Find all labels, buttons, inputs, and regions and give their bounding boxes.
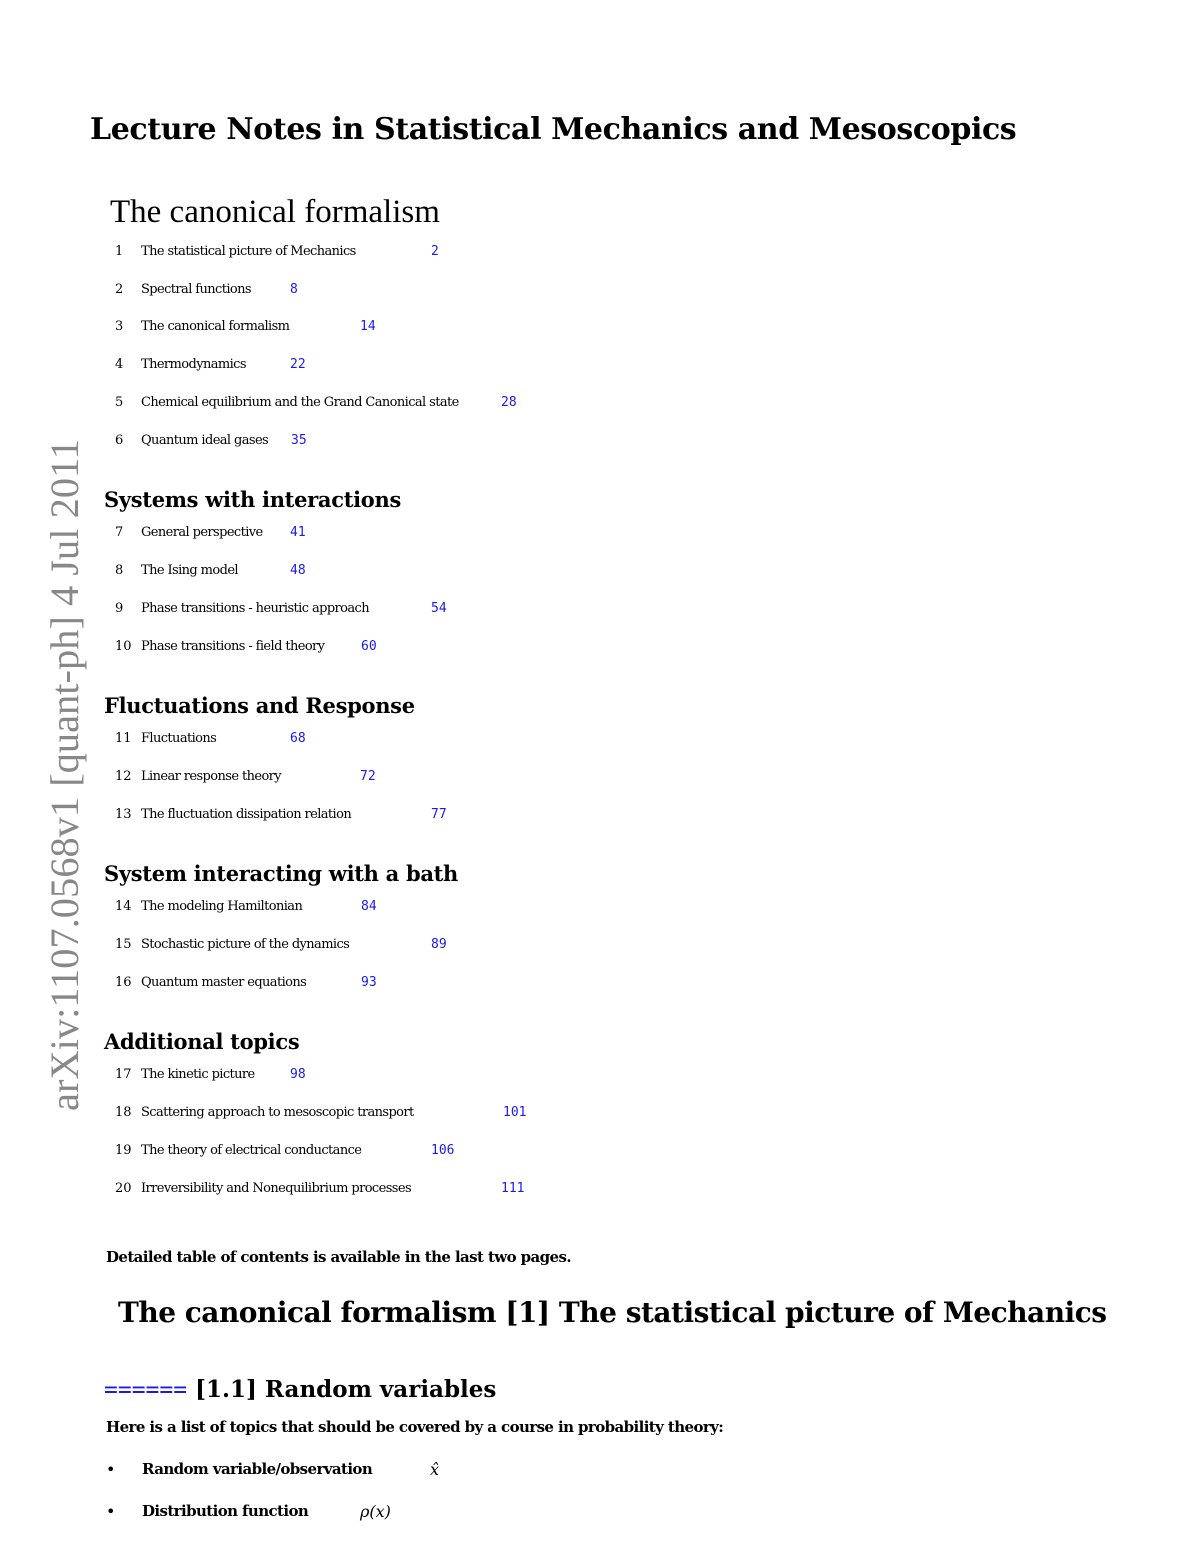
arxiv-stamp-svg bbox=[38, 435, 88, 1115]
toc-item-label[interactable]: Chemical equilibrium and the Grand Canonical state bbox=[141, 395, 459, 410]
toc-item-number: 1 bbox=[115, 244, 124, 259]
toc-item-number: 20 bbox=[115, 1181, 132, 1196]
section-heading bbox=[104, 1376, 496, 1403]
toc-item-page[interactable]: 60 bbox=[361, 639, 377, 654]
intro-text: Here is a list of topics that should be covered by a course in probability theory: bbox=[106, 1418, 724, 1436]
detailed-toc-note: Detailed table of contents is available in the last two pages. bbox=[106, 1248, 571, 1266]
toc-item-page[interactable]: 54 bbox=[431, 601, 447, 616]
part-title: Additional topics bbox=[104, 1029, 300, 1054]
toc-item-page[interactable]: 22 bbox=[290, 357, 306, 372]
list-item-label: Random variable/observation bbox=[142, 1460, 373, 1478]
toc-item-label[interactable]: Spectral functions bbox=[141, 282, 251, 297]
toc-item-number: 5 bbox=[115, 395, 124, 410]
bullet-icon: • bbox=[106, 1460, 116, 1479]
section-marker: ====== bbox=[104, 1377, 188, 1403]
toc-item-number: 18 bbox=[115, 1105, 132, 1120]
toc-item-number: 11 bbox=[115, 731, 132, 746]
toc-item-page[interactable]: 8 bbox=[290, 282, 298, 297]
arxiv-stamp bbox=[38, 435, 88, 1115]
toc-item-label[interactable]: General perspective bbox=[141, 525, 263, 540]
toc-item-page[interactable]: 111 bbox=[501, 1181, 525, 1196]
toc-item-label[interactable]: The statistical picture of Mechanics bbox=[141, 244, 356, 259]
toc-item-label[interactable]: Thermodynamics bbox=[141, 357, 246, 372]
toc-item-page[interactable]: 89 bbox=[431, 937, 447, 952]
toc-item-label[interactable]: Irreversibility and Nonequilibrium processes bbox=[141, 1181, 412, 1196]
part-title: Systems with interactions bbox=[104, 487, 401, 512]
section-title: [1.1] Random variables bbox=[195, 1376, 497, 1403]
toc-item-number: 19 bbox=[115, 1143, 132, 1158]
toc-item-number: 14 bbox=[115, 899, 132, 914]
toc-item-number: 6 bbox=[115, 433, 124, 448]
toc-item-label[interactable]: The canonical formalism bbox=[141, 319, 290, 334]
toc-item-label[interactable]: Scattering approach to mesoscopic transport bbox=[141, 1105, 414, 1120]
toc-item-label[interactable]: The kinetic picture bbox=[141, 1067, 255, 1082]
toc-item-label[interactable]: Phase transitions - field theory bbox=[141, 639, 325, 654]
arxiv-stamp-text: arXiv:1107.0568v1 [quant-ph] 4 Jul 2011 bbox=[42, 446, 87, 1111]
toc-item-number: 4 bbox=[115, 357, 124, 372]
toc-item-page[interactable]: 41 bbox=[290, 525, 306, 540]
document-title: Lecture Notes in Statistical Mechanics and Mesoscopics bbox=[90, 112, 1017, 147]
toc-item-page[interactable]: 14 bbox=[360, 319, 376, 334]
toc-item-page[interactable]: 68 bbox=[290, 731, 306, 746]
list-item-label: Distribution function bbox=[142, 1502, 309, 1520]
toc-item-label[interactable]: Fluctuations bbox=[141, 731, 217, 746]
list-item-symbol: x̂ bbox=[430, 1460, 440, 1479]
toc-item-number: 15 bbox=[115, 937, 132, 952]
toc-item-number: 9 bbox=[115, 601, 124, 616]
toc-item-number: 2 bbox=[115, 282, 124, 297]
part-title: Fluctuations and Response bbox=[104, 693, 415, 718]
toc-item-page[interactable]: 101 bbox=[503, 1105, 527, 1120]
toc-item-page[interactable]: 35 bbox=[291, 433, 307, 448]
bullet-icon: • bbox=[106, 1502, 116, 1521]
toc-item-label[interactable]: Stochastic picture of the dynamics bbox=[141, 937, 350, 952]
part-title: System interacting with a bath bbox=[104, 861, 458, 886]
toc-item-label[interactable]: The theory of electrical conductance bbox=[141, 1143, 362, 1158]
toc-item-number: 12 bbox=[115, 769, 132, 784]
toc-item-page[interactable]: 84 bbox=[361, 899, 377, 914]
chapter-heading: The canonical formalism [1] The statistical picture of Mechanics bbox=[118, 1296, 1107, 1329]
toc-item-page[interactable]: 2 bbox=[431, 244, 439, 259]
toc-item-number: 8 bbox=[115, 563, 124, 578]
toc-item-label[interactable]: Quantum ideal gases bbox=[141, 433, 269, 448]
toc-item-label[interactable]: Linear response theory bbox=[141, 769, 282, 784]
toc-item-label[interactable]: Quantum master equations bbox=[141, 975, 307, 990]
toc-item-label[interactable]: The modeling Hamiltonian bbox=[141, 899, 303, 914]
toc-item-label[interactable]: Phase transitions - heuristic approach bbox=[141, 601, 369, 616]
toc-item-page[interactable]: 98 bbox=[290, 1067, 306, 1082]
toc-item-page[interactable]: 72 bbox=[360, 769, 376, 784]
part-title: The canonical formalism bbox=[110, 194, 440, 230]
toc-item-number: 13 bbox=[115, 807, 132, 822]
toc-item-number: 16 bbox=[115, 975, 132, 990]
toc-item-number: 10 bbox=[115, 639, 132, 654]
toc-item-page[interactable]: 106 bbox=[431, 1143, 455, 1158]
toc-item-page[interactable]: 93 bbox=[361, 975, 377, 990]
toc-item-number: 7 bbox=[115, 525, 124, 540]
toc-item-label[interactable]: The fluctuation dissipation relation bbox=[141, 807, 352, 822]
toc-item-number: 3 bbox=[115, 319, 124, 334]
toc-item-label[interactable]: The Ising model bbox=[141, 563, 238, 578]
toc-item-page[interactable]: 48 bbox=[290, 563, 306, 578]
list-item-symbol: ρ(x) bbox=[360, 1502, 391, 1521]
toc-item-page[interactable]: 77 bbox=[431, 807, 447, 822]
toc-item-page[interactable]: 28 bbox=[501, 395, 517, 410]
toc-item-number: 17 bbox=[115, 1067, 132, 1082]
